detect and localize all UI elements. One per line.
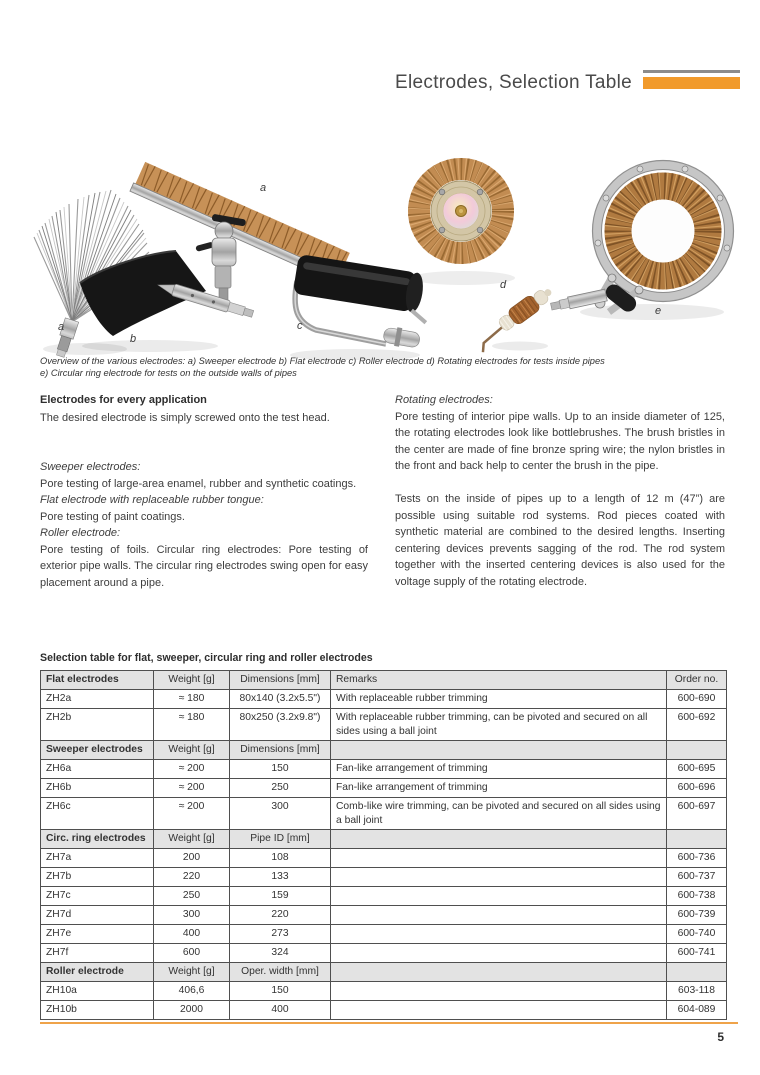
selection-table bbox=[40, 670, 727, 1020]
header-cell: Sweeper electrodes bbox=[41, 741, 154, 760]
header-cell: Order no. bbox=[667, 671, 727, 690]
table-row bbox=[41, 925, 727, 944]
header-cell: Pipe ID [mm] bbox=[230, 830, 331, 849]
header-cell bbox=[667, 830, 727, 849]
table-cell: 273 bbox=[230, 925, 331, 944]
left-column bbox=[40, 392, 368, 591]
table-row bbox=[41, 798, 727, 830]
table-cell bbox=[331, 982, 667, 1001]
table-cell: Fan-like arrangement of trimming bbox=[331, 779, 667, 798]
selection-table-block bbox=[40, 652, 726, 1020]
header-cell: Dimensions [mm] bbox=[230, 741, 331, 760]
table-cell: ZH10a bbox=[41, 982, 154, 1001]
table-cell: ZH7a bbox=[41, 849, 154, 868]
paragraph: Roller electrode: bbox=[40, 527, 121, 539]
table-row bbox=[41, 1001, 727, 1020]
table-cell: 600-697 bbox=[667, 798, 727, 830]
table-cell: 400 bbox=[154, 925, 230, 944]
label-roller: c bbox=[297, 320, 303, 332]
label-sweeper: a bbox=[58, 321, 65, 333]
table-cell: ZH2b bbox=[41, 709, 154, 741]
table-cell: 600-690 bbox=[667, 690, 727, 709]
table-cell: 220 bbox=[230, 906, 331, 925]
table-cell: 600-736 bbox=[667, 849, 727, 868]
header-cell: Weight [g] bbox=[154, 830, 230, 849]
table-cell bbox=[331, 868, 667, 887]
table-cell: ≈ 200 bbox=[154, 760, 230, 779]
table-cell: ≈ 200 bbox=[154, 798, 230, 830]
table-cell: ZH7c bbox=[41, 887, 154, 906]
right-column bbox=[395, 392, 725, 591]
left-column-items bbox=[40, 410, 368, 592]
roller-electrode-photo bbox=[291, 254, 433, 350]
header-cell: Circ. ring electrodes bbox=[41, 830, 154, 849]
table-row bbox=[41, 849, 727, 868]
paragraph: Flat electrode with replaceable rubber tongue: bbox=[40, 494, 264, 506]
figure-caption-line2: e) Circular ring electrode for tests on the outside walls of pipes bbox=[40, 367, 297, 378]
table-cell: ≈ 180 bbox=[154, 709, 230, 741]
table-cell: 600-737 bbox=[667, 868, 727, 887]
electrodes-photo-figure bbox=[0, 0, 760, 360]
header-cell bbox=[331, 830, 667, 849]
table-row bbox=[41, 887, 727, 906]
table-cell: With replaceable rubber trimming bbox=[331, 690, 667, 709]
table-cell: 324 bbox=[230, 944, 331, 963]
header-cell: Flat electrodes bbox=[41, 671, 154, 690]
header-cell: Roller electrode bbox=[41, 963, 154, 982]
table-cell: 150 bbox=[230, 982, 331, 1001]
table-cell: 406,6 bbox=[154, 982, 230, 1001]
paragraph: Pore testing of large-area enamel, rubber and synthetic coatings. bbox=[40, 477, 357, 490]
table-cell: 300 bbox=[154, 906, 230, 925]
header-cell: Weight [g] bbox=[154, 963, 230, 982]
table-cell bbox=[331, 906, 667, 925]
table-cell: 600-741 bbox=[667, 944, 727, 963]
table-cell bbox=[331, 944, 667, 963]
paragraph: Rotating electrodes: bbox=[395, 394, 493, 406]
table-cell: ≈ 200 bbox=[154, 779, 230, 798]
ring-electrode-photo bbox=[550, 161, 734, 318]
table-row bbox=[41, 779, 727, 798]
footer-orange-rule bbox=[40, 1022, 738, 1024]
table-cell: Comb-like wire trimming, can be pivoted and secured on all sides using a ball joint bbox=[331, 798, 667, 830]
paragraph: Pore testing of interior pipe walls. Up to an inside diameter of 125, the rotating electrodes look like bottlebrushes. The brush bristles in the center are made of fine bronze spring wire; the nylon bristles in the front and back help to center the brush in the pipe. bbox=[395, 410, 725, 472]
table-cell: 600 bbox=[154, 944, 230, 963]
table-cell: 300 bbox=[230, 798, 331, 830]
table-row bbox=[41, 760, 727, 779]
header-cell bbox=[667, 963, 727, 982]
section-header-row bbox=[41, 830, 727, 849]
table-row bbox=[41, 944, 727, 963]
page-title: Electrodes, Selection Table bbox=[395, 72, 632, 93]
table-cell: 80x140 (3.2x5.5") bbox=[230, 690, 331, 709]
table-cell: With replaceable rubber trimming, can be pivoted and secured on all sides using a ball joint bbox=[331, 709, 667, 741]
spacer bbox=[395, 475, 725, 492]
table-cell: ZH10b bbox=[41, 1001, 154, 1020]
table-cell: ZH7b bbox=[41, 868, 154, 887]
table-cell bbox=[331, 887, 667, 906]
header-cell bbox=[667, 741, 727, 760]
paragraph: Sweeper electrodes: bbox=[40, 461, 141, 473]
table-cell: ZH7d bbox=[41, 906, 154, 925]
body-columns bbox=[40, 392, 725, 591]
table-cell: 2000 bbox=[154, 1001, 230, 1020]
spacer bbox=[40, 426, 368, 443]
table-cell bbox=[331, 849, 667, 868]
table-cell: 133 bbox=[230, 868, 331, 887]
table-cell: 600-695 bbox=[667, 760, 727, 779]
table-cell: ZH2a bbox=[41, 690, 154, 709]
table-row bbox=[41, 709, 727, 741]
table-cell: ZH6c bbox=[41, 798, 154, 830]
table-title: Selection table for flat, sweeper, circular ring and roller electrodes bbox=[40, 652, 373, 664]
figure-caption bbox=[40, 356, 720, 379]
table-row bbox=[41, 868, 727, 887]
table-cell bbox=[331, 1001, 667, 1020]
label-flat: b bbox=[130, 333, 137, 345]
header-cell: Oper. width [mm] bbox=[230, 963, 331, 982]
selection-table-body bbox=[41, 671, 727, 1020]
table-cell: 600-739 bbox=[667, 906, 727, 925]
label-ring: e bbox=[655, 305, 662, 317]
disc-brush-electrode-photo bbox=[419, 169, 503, 253]
table-cell: 108 bbox=[230, 849, 331, 868]
table-cell: ≈ 180 bbox=[154, 690, 230, 709]
right-column-items bbox=[395, 392, 725, 590]
table-cell: 604-089 bbox=[667, 1001, 727, 1020]
table-cell: ZH7f bbox=[41, 944, 154, 963]
table-cell: 600-692 bbox=[667, 709, 727, 741]
paragraph: Pore testing of foils. Circular ring electrodes: Pore testing of exterior pipe walls. The circular ring electrodes swing open for easy placement around a pipe. bbox=[40, 543, 368, 589]
table-cell: 603-118 bbox=[667, 982, 727, 1001]
section-heading: Electrodes for every application bbox=[40, 394, 207, 406]
header-cell: Weight [g] bbox=[154, 741, 230, 760]
table-cell: 250 bbox=[230, 779, 331, 798]
table-cell: 150 bbox=[230, 760, 331, 779]
rotating-electrode-photo bbox=[472, 279, 557, 352]
table-cell: 200 bbox=[154, 849, 230, 868]
table-cell bbox=[331, 925, 667, 944]
table-cell: 80x250 (3.2x9.8") bbox=[230, 709, 331, 741]
section-header-row bbox=[41, 963, 727, 982]
spacer bbox=[40, 443, 368, 460]
table-cell: 600-738 bbox=[667, 887, 727, 906]
table-cell: 600-740 bbox=[667, 925, 727, 944]
figure-caption-line1: Overview of the various electrodes: a) Sweeper electrode b) Flat electrode c) Roller electrode d) Rotating electrodes for tests inside pipes bbox=[40, 356, 605, 366]
header-cell: Weight [g] bbox=[154, 671, 230, 690]
paragraph: The desired electrode is simply screwed onto the test head. bbox=[40, 411, 330, 424]
header-cell: Remarks bbox=[331, 671, 667, 690]
label-rotating: d bbox=[500, 279, 507, 291]
header-cell bbox=[331, 963, 667, 982]
table-cell: 400 bbox=[230, 1001, 331, 1020]
table-cell: 159 bbox=[230, 887, 331, 906]
table-cell: 600-696 bbox=[667, 779, 727, 798]
table-cell: ZH6b bbox=[41, 779, 154, 798]
table-cell: Fan-like arrangement of trimming bbox=[331, 760, 667, 779]
section-header-row bbox=[41, 741, 727, 760]
table-cell: 250 bbox=[154, 887, 230, 906]
header-cell bbox=[331, 741, 667, 760]
table-cell: 220 bbox=[154, 868, 230, 887]
table-cell: ZH7e bbox=[41, 925, 154, 944]
header-cell: Dimensions [mm] bbox=[230, 671, 331, 690]
label-bar-brush: a bbox=[260, 182, 267, 194]
paragraph: Pore testing of paint coatings. bbox=[40, 510, 185, 523]
table-row bbox=[41, 982, 727, 1001]
section-header-row bbox=[41, 671, 727, 690]
page-number: 5 bbox=[717, 1030, 724, 1044]
table-cell: ZH6a bbox=[41, 760, 154, 779]
paragraph: Tests on the inside of pipes up to a length of 12 m (47”) are possible using suitable rod systems. Rod pieces coated with synthetic material are combined to the desired lengths. Inserting centering devices prevents sagging of the rod. The rod system together with the inserted centering devices is also used for the voltage supply of the rotating electrode. bbox=[395, 493, 725, 588]
table-row bbox=[41, 906, 727, 925]
table-row bbox=[41, 690, 727, 709]
